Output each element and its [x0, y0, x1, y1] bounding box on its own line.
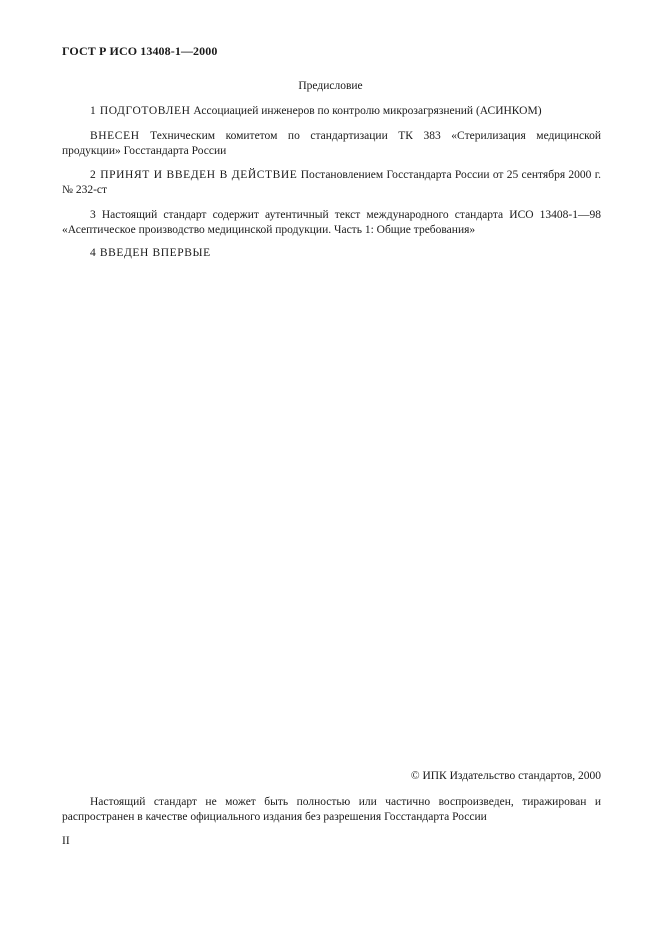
document-code-header: ГОСТ Р ИСО 13408-1—2000	[62, 44, 218, 58]
preface-title: Предисловие	[298, 80, 363, 92]
preface-item-1-lead: 1 ПОДГОТОВЛЕН	[90, 105, 191, 117]
preface-item-submitted	[62, 129, 601, 159]
preface-item-1	[62, 104, 601, 119]
preface-item-4-lead: 4 ВВЕДЕН ВПЕРВЫЕ	[90, 247, 211, 259]
preface-item-3-text: Настоящий стандарт содержит аутентичный текст международного стандарта ИСО 13408-1—98 «Асептическое производство медицинской продукции. Часть 1: Общие требования»	[62, 209, 601, 236]
preface-item-4	[62, 246, 601, 261]
preface-item-2	[62, 168, 601, 198]
preface-item-2-lead: 2 ПРИНЯТ И ВВЕДЕН В ДЕЙСТВИЕ	[90, 169, 298, 181]
preface-item-1-text: Ассоциацией инженеров по контролю микрозагрязнений (АСИНКОМ)	[190, 105, 542, 117]
page-number: II	[62, 835, 70, 847]
preface-item-submitted-lead: ВНЕСЕН	[90, 130, 140, 142]
preface-item-3	[62, 208, 601, 238]
copyright-line: © ИПК Издательство стандартов, 2000	[410, 770, 601, 782]
preface-item-2-text: Постановлением Госстандарта России от 25 сентября 2000 г. № 232-ст	[62, 169, 601, 196]
preface-item-submitted-text: Техническим комитетом по стандартизации ТК 383 «Стерилизация медицинской продукции» Госстандарта России	[62, 130, 601, 157]
preface-item-3-lead: 3	[90, 209, 96, 221]
reproduction-notice: Настоящий стандарт не может быть полностью или частично воспроизведен, тиражирован и распространен в качестве официального издания без разрешения Госстандарта России	[62, 796, 601, 823]
